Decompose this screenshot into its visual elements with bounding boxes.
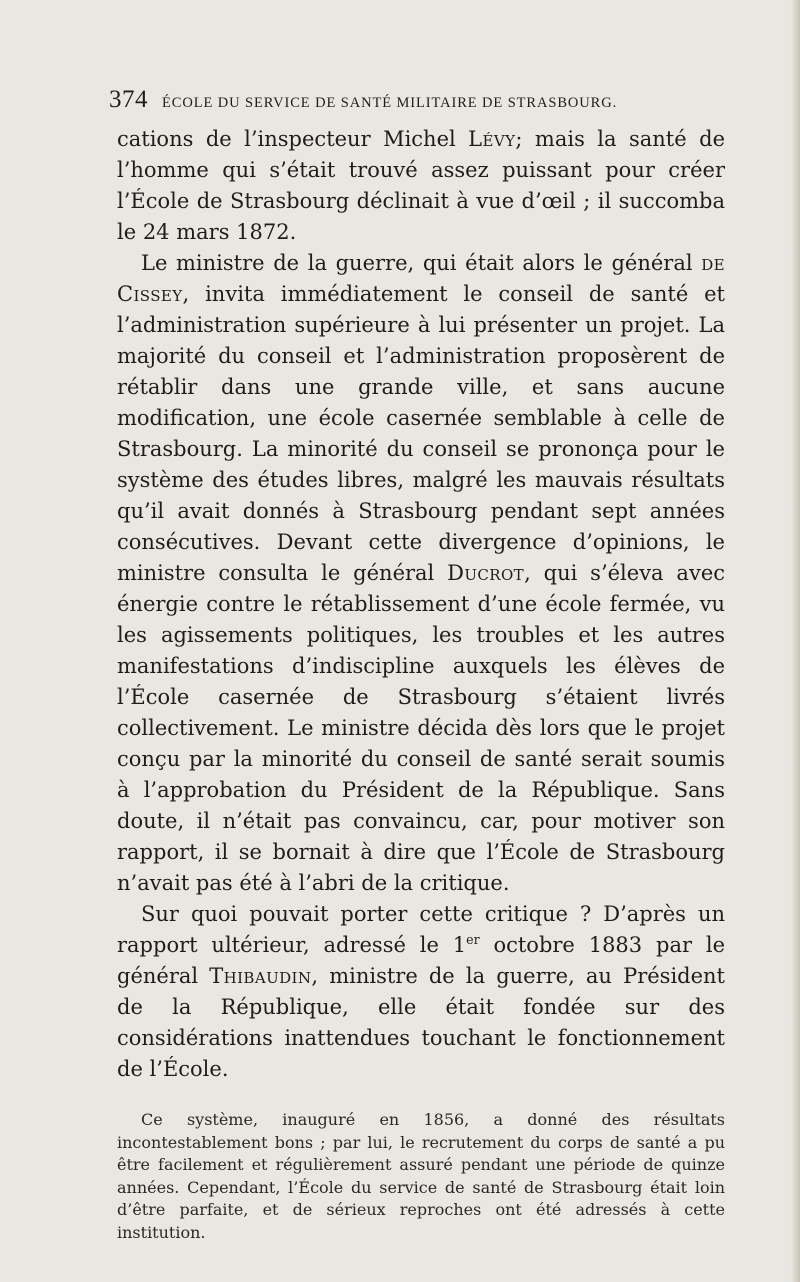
paragraph-2 (117, 248, 725, 899)
running-head-title: ÉCOLE DU SERVICE DE SANTÉ MILITAIRE DE STRASBOURG. (162, 95, 618, 111)
paragraph-3-text-1: Sur quoi pouvait porter cette critique ? D’après un rapport ultérieur, adressé le 1 (117, 902, 725, 957)
footnote: Ce système, inauguré en 1856, a donné des résultats incontestablement bons ; par lui, le recrutement du corps de santé a pu être facilement et régulièrement assuré pendant une période de quinze années. Cependant, l’École du service de santé de Strasbourg était loin d’être parfaite, et de sérieux reproches ont été adressés à cette institution. (117, 1110, 725, 1242)
paragraph-2-text-1: Le ministre de la guerre, qui était alors le général (141, 251, 702, 275)
page-edge-shadow (791, 0, 800, 1282)
superscript-er: er (466, 932, 480, 947)
name-levy: Lévy (468, 127, 516, 151)
paragraph-3 (117, 899, 725, 1085)
name-thibaudin: Thibaudin (209, 964, 312, 988)
paragraph-3-text-3: , ministre de la guerre, au Président de la République, elle était fondée sur des considérations inattendues touchant le fonctionnement de l’École. (117, 964, 725, 1081)
paragraph-1-text-2: ; mais la santé de l’homme qui s’était trouvé assez puissant pour créer l’École de Strasbourg déclinait à vue d’œil ; il succomba le 24 mars 1872. (117, 127, 725, 244)
paragraph-1-text-1: cations de l’inspecteur Michel (117, 127, 469, 151)
name-de-cissey: de Cissey (117, 251, 725, 306)
body-text (117, 124, 725, 1244)
paragraph-1 (117, 124, 725, 248)
name-ducrot: Ducrot (447, 561, 525, 585)
paragraph-2-text-2: , invita immédiatement le conseil de santé et l’administration supérieure à lui présenter un projet. La majorité du conseil et l’administration proposèrent de rétablir dans une grande ville, et sans aucune modification, une école casernée semblable à celle de Strasbourg. La minorité du conseil se prononça pour le système des études libres, malgré les mauvais résultats qu’il avait donnés à Strasbourg pendant sept années consécutives. Devant cette divergence d’opinions, le ministre consulta le général (117, 282, 725, 585)
paragraph-3-text-2: octobre 1883 par le général (117, 933, 726, 988)
page-content (109, 86, 726, 1244)
paragraph-2-text-3: , qui s’éleva avec énergie contre le rétablissement d’une école fermée, vu les agissements politiques, les troubles et les autres manifestations d’indiscipline auxquels les élèves de l’École casernée de Strasbourg s’étaient livrés collectivement. Le ministre décida dès lors que le projet conçu par la minorité du conseil de santé serait soumis à l’approbation du Président de la République. Sans doute, il n’était pas convaincu, car, pour motiver son rapport, il se bornait à dire que l’École de Strasbourg n’avait pas été à l’abri de la critique. (117, 561, 726, 895)
page-number: 374 (109, 86, 148, 113)
running-head (109, 86, 725, 120)
